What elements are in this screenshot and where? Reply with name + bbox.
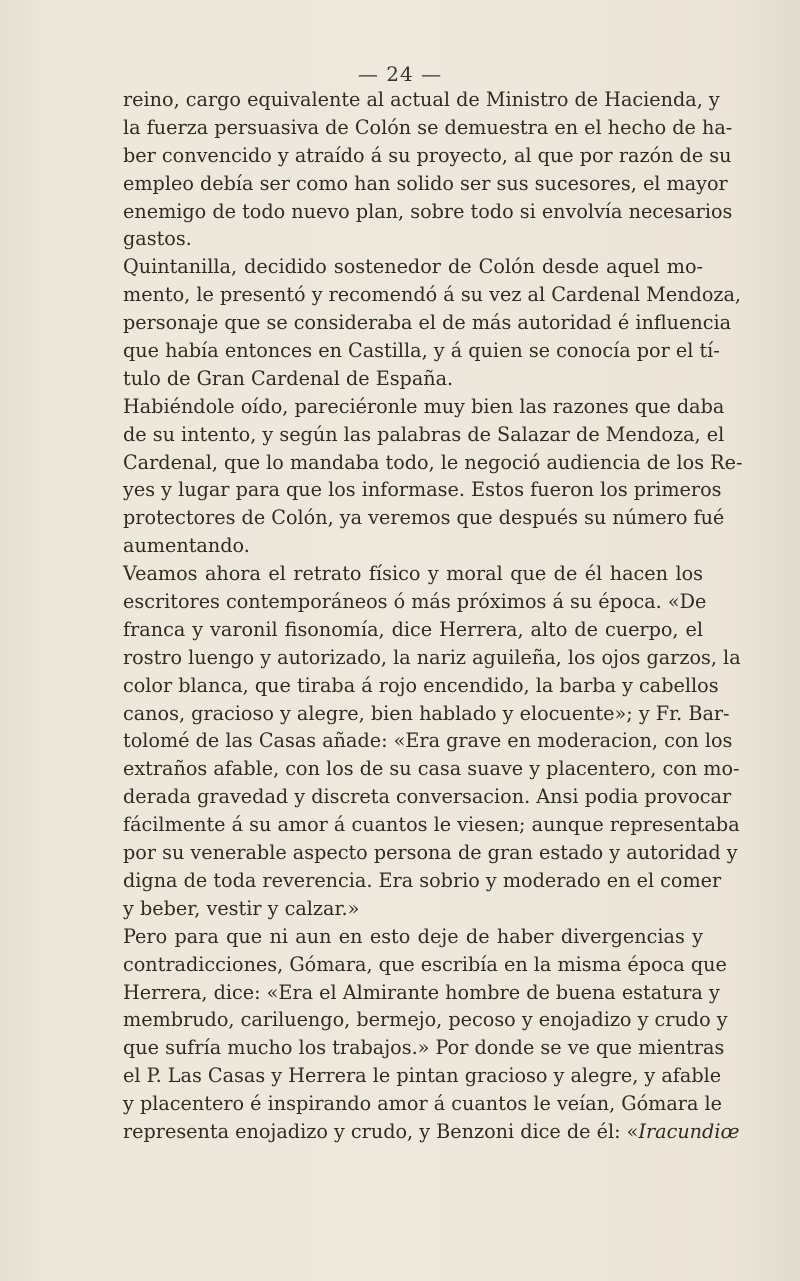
text-line	[123, 560, 703, 588]
text-line	[123, 1034, 725, 1062]
text-line-content: y placentero é inspirando amor á cuantos le veían, Gómara le	[123, 1092, 723, 1116]
text-line	[123, 421, 725, 449]
text-line-content: gastos.	[123, 227, 192, 251]
text-line-content: Quintanilla, decidido sostenedor de Colón desde aquel mo-	[123, 255, 703, 279]
text-line	[123, 700, 730, 728]
text-line	[123, 253, 703, 281]
text-line-content: aumentando.	[123, 534, 250, 558]
text-line	[123, 142, 732, 170]
text-line-content: rostro luengo y autorizado, la nariz aguileña, los ojos garzos, la	[123, 645, 741, 669]
text-line	[123, 923, 703, 951]
text-line	[123, 588, 707, 616]
text-line	[123, 504, 725, 532]
text-line-content: de su intento, y según las palabras de Salazar de Mendoza, el	[123, 422, 725, 446]
body-text	[123, 86, 743, 1146]
text-line-content: que había entonces en Castilla, y á quien se conocía por el tí-	[123, 339, 720, 363]
text-line	[123, 198, 733, 226]
text-line	[123, 1062, 722, 1090]
text-line	[123, 1090, 723, 1118]
text-line-content: Cardenal, que lo mandaba todo, le negoció audiencia de los Re-	[123, 450, 743, 474]
text-line-content: tolomé de las Casas añade: «Era grave en moderacion, con los	[123, 729, 733, 753]
text-line-content: mento, le presentó y recomendó á su vez al Cardenal Mendoza,	[123, 283, 742, 307]
text-line	[123, 1118, 740, 1146]
text-line-content: membrudo, cariluengo, bermejo, pecoso y enojadizo y crudo y	[123, 1008, 728, 1032]
text-line	[123, 337, 720, 365]
page-number: — 24 —	[357, 62, 443, 86]
text-line-content: protectores de Colón, ya veremos que después su número fué	[123, 506, 725, 530]
text-line	[123, 616, 703, 644]
text-line-content: Herrera, dice: «Era el Almirante hombre de buena estatura y	[123, 980, 720, 1004]
text-line	[123, 170, 728, 198]
text-line-content: escritores contemporáneos ó más próximos á su época. «De	[123, 590, 707, 614]
text-line	[123, 114, 733, 142]
text-line-content: personaje que se consideraba el de más autoridad é influencia	[123, 311, 732, 335]
text-line-content: canos, gracioso y alegre, bien hablado y elocuente»; y Fr. Bar-	[123, 701, 730, 725]
text-line	[123, 951, 727, 979]
text-line	[123, 393, 725, 421]
text-line	[123, 476, 722, 504]
text-line-content: yes y lugar para que los informase. Estos fueron los primeros	[123, 478, 722, 502]
text-line-content: empleo debía ser como han solido ser sus sucesores, el mayor	[123, 171, 728, 195]
text-line-content: digna de toda reverencia. Era sobrio y moderado en el comer	[123, 868, 722, 892]
text-line	[123, 783, 732, 811]
text-line-content: el P. Las Casas y Herrera le pintan gracioso y alegre, y afable	[123, 1064, 722, 1088]
text-line	[123, 365, 703, 393]
text-line-content: derada gravedad y discreta conversacion. Ansi podia provocar	[123, 785, 732, 809]
text-line	[123, 979, 720, 1007]
text-line	[123, 811, 740, 839]
text-line-content: Pero para que ni aun en esto deje de haber divergencias y	[123, 924, 703, 948]
text-line	[123, 532, 703, 560]
text-line	[123, 727, 733, 755]
text-line-content: franca y varonil fisonomía, dice Herrera, alto de cuerpo, el	[123, 617, 703, 641]
text-line-content: enemigo de todo nuevo plan, sobre todo si envolvía necesarios	[123, 199, 733, 223]
italic-word: Iracundiœ	[638, 1119, 740, 1143]
text-line-content: Habiéndole oído, pareciéronle muy bien las razones que daba	[123, 394, 725, 418]
text-line	[123, 309, 732, 337]
text-line	[123, 839, 738, 867]
text-line-content: que sufría mucho los trabajos.» Por donde se ve que mientras	[123, 1036, 725, 1060]
text-line	[123, 281, 742, 309]
text-line	[123, 225, 703, 253]
text-line	[123, 449, 743, 477]
text-line	[123, 755, 740, 783]
text-line	[123, 644, 741, 672]
text-line-content: por su venerable aspecto persona de gran estado y autoridad y	[123, 841, 738, 865]
text-line-content: Veamos ahora el retrato físico y moral que de él hacen los	[123, 562, 703, 586]
text-line-content: y beber, vestir y calzar.»	[123, 896, 360, 920]
text-line-content: extraños afable, con los de su casa suave y placentero, con mo-	[123, 757, 740, 781]
text-line	[123, 672, 719, 700]
text-line-content: color blanca, que tiraba á rojo encendido, la barba y cabellos	[123, 673, 719, 697]
text-line-content: tulo de Gran Cardenal de España.	[123, 366, 454, 390]
text-line	[123, 1006, 728, 1034]
text-line-content: representa enojadizo y crudo, y Benzoni dice de él: «	[123, 1119, 639, 1143]
text-line-content: ber convencido y atraído á su proyecto, al que por razón de su	[123, 143, 732, 167]
text-line-content: contradicciones, Gómara, que escribía en la misma época que	[123, 952, 727, 976]
text-line-content: reino, cargo equivalente al actual de Ministro de Hacienda, y	[123, 88, 720, 111]
text-line-content: la fuerza persuasiva de Colón se demuestra en el hecho de ha-	[123, 115, 733, 139]
text-line	[123, 895, 703, 923]
text-line	[123, 86, 720, 114]
text-line	[123, 867, 722, 895]
text-line-content: fácilmente á su amor á cuantos le viesen; aunque representaba	[123, 813, 740, 837]
